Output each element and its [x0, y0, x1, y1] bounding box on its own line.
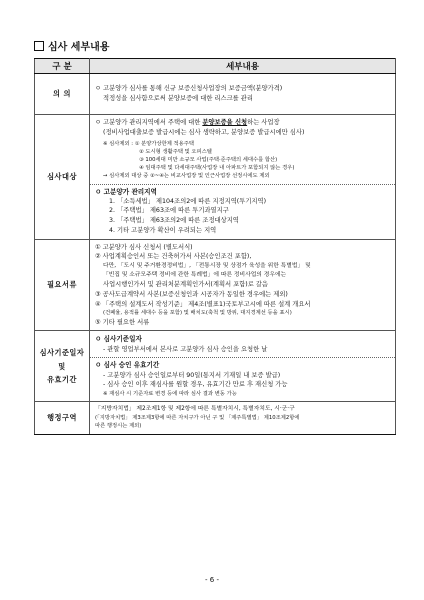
- row-label-criteria: 심사기준일자 및 유효기간: [35, 331, 90, 402]
- exclusions-list: ※ 심사제외 : ① 분양가상한제 적용주택 ② 도시형 생활주택 및 오피스텔 ③ 100세대 미만 소규모 사업(주택·준주택의 세대수를 합산) ④ 임대주택 및 다세대주택(사업장 내 아파트가 포함되지 않는 경우) → 심사제외 대상 중 ②~④는 비교사업장 및 인근사업장 선정시에도 제외: [103, 140, 295, 180]
- divider: [90, 184, 395, 185]
- target-content: ㅇ 고분양가 관리지역에서 주택에 대한 분양보증을 신청하는 사업장 (정비사업대출보증 발급시에는 심사 생략하고, 분양보증 발급시에만 심사) ※ 심사제외 : ① 분양가상한제 적용주택 ② 도시형 생활주택 및 오피스텔 ③ 100세대 미만 소규모 사업(주택·준주택의 세대수를 합산) ④ 임대주택 및 다세대주택(사업장 내 아파트가 포함되지 않는 경우) → 심사제외 대상 중 ②~④는 비교사업장 및 인근사업장 선정시에도 제외 ㅇ 고분양가 관리지역 1. 「소득세법」 제104조의2에 따른 지정지역(투기지역) 2. 「주택법」 제63조에 따른 투기과열지구 3. 「주택법」 제63조의2에 따른 조정대상지역 4. 기타 고분양가 확산이 우려되는 지역: [90, 115, 395, 239]
- header-details: 세부내용: [90, 59, 396, 74]
- divider: [90, 357, 395, 358]
- row-label-target: 심사대상: [35, 115, 90, 240]
- documents-content: ① 고분양가 심사 신청서 (별도서식) ② 사업계획승인서 또는 건축허가서 사본(승인조건 포함), 다만, 「도시 및 주거환경정비법」, 「전통시장 및 상점가 육성을 위한 특별법」 및 「빈집 및 소규모주택 정비에 관한 특례법」에 따른 정비사업의 경우에는 사업시행인가서 및 관리처분계획인가서(계획서 포함)로 갈음 ③ 공사도급계약서 사본(보증신청인과 시공자가 동일한 경우에는 제외) ④ 「주택의 설계도서 작성기준」 제4조(별표1)국토부고시에 따른 설계 개요서 (건폐율, 용적률 세대수 등을 포함) 및 배치도(축척 및 방위, 대지경계선 등을 표시) ⑤ 기타 필요한 서류: [95, 243, 311, 326]
- table-header-row: [35, 59, 396, 74]
- section-title: 심사 세부내용: [34, 38, 109, 53]
- header-category: 구 분: [35, 59, 90, 74]
- table-row-purpose: [35, 74, 396, 115]
- table-row-criteria: [35, 331, 396, 402]
- table-row-admin: [35, 402, 396, 434]
- admin-content: 「지방자치법」 제2조제1항 및 제2항에 따른 특별자치시, 특별자치도, 시·군·구 (「지방자치법」 제3조제3항에 따른 자치구가 아닌 구 및 「제주특별법」 제10조제2항에 따른 행정시는 제외): [95, 406, 300, 430]
- table-row-documents: [35, 239, 396, 331]
- criteria-content: ㅇ 심사기준일자 - 관할 영업부서에서 본사로 고분양가 심사 승인을 요청한 날 ㅇ 심사 승인 유효기간 - 고분양가 심사 승인일로부터 90일(통지서 기재일 내 보증 발급) - 심사 승인 이후 재심사를 원할 경우, 유효기간 만료 후 재신청 가능 ※ 재심사 시 기준자료 변경 등에 따라 심사 결과 변동 가능: [90, 331, 395, 401]
- table-row-target: [35, 115, 396, 240]
- row-label-purpose: 의 의: [35, 74, 90, 115]
- row-label-documents: 필요서류: [35, 239, 90, 331]
- review-details-table: [34, 58, 396, 435]
- checkbox-square-icon: [34, 41, 44, 51]
- purpose-content: ㅇ 고분양가 심사를 통해 신규 보증신청사업장의 보증금액(분양가격) 적정성을 심사함으로써 분양보증에 대한 리스크를 관리: [95, 85, 283, 102]
- page-number: - 6 -: [205, 576, 219, 584]
- row-label-admin: 행정구역: [35, 402, 90, 434]
